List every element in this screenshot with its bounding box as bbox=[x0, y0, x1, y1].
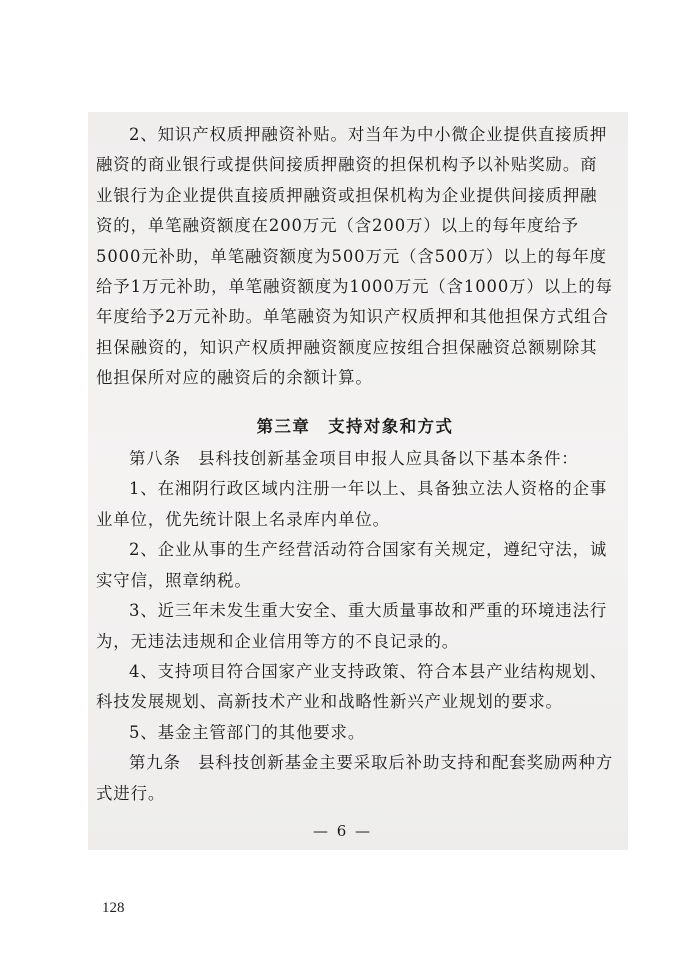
paragraph-ip-pledge-subsidy: 2、知识产权质押融资补贴。对当年为中小微企业提供直接质押融资的商业银行或提供间接质押融资的担保机构予以补贴奖励。商业银行为企业提供直接质押融资或担保机构为企业提供间接质押融资的，单笔融资额度在200万元（含200万）以上的每年度给予5000元补助，单笔融资额度为500万元（含500万）以上的每年度给予1万元补助，单笔融资额度为1000万元（含1000万）以上的每年度给予2万元补助。单笔融资为知识产权质押和其他担保方式组合担保融资的，知识产权质押融资额度应按组合担保融资总额剔除其他担保所对应的融资后的余额计算。 bbox=[96, 125, 613, 388]
print-page-number: 128 bbox=[102, 900, 125, 916]
page-number: — 6 — bbox=[312, 822, 373, 840]
condition-4: 4、支持项目符合国家产业支持政策、符合本县产业结构规划、科技发展规划、高新技术产业和战略性新兴产业规划的要求。 bbox=[96, 661, 608, 712]
condition-3: 3、近三年未发生重大安全、重大质量事故和严重的环境违法行为，无违法违规和企业信用等方的不良记录的。 bbox=[96, 601, 608, 651]
chapter-heading: 第三章 支持对象和方式 bbox=[256, 416, 454, 436]
condition-5: 5、基金主管部门的其他要求。 bbox=[129, 722, 366, 742]
condition-1: 1、在湘阴行政区域内注册一年以上、具备独立法人资格的企事业单位，优先统计限上名录库内单位。 bbox=[96, 479, 608, 529]
article-8: 第八条 县科技创新基金项目申报人应具备以下基本条件： bbox=[129, 449, 579, 469]
document-body bbox=[96, 120, 614, 809]
article-9: 第九条 县科技创新基金主要采取后补助支持和配套奖励两种方式进行。 bbox=[96, 753, 614, 803]
condition-2: 2、企业从事的生产经营活动符合国家有关规定，遵纪守法，诚实守信，照章纳税。 bbox=[96, 540, 608, 590]
